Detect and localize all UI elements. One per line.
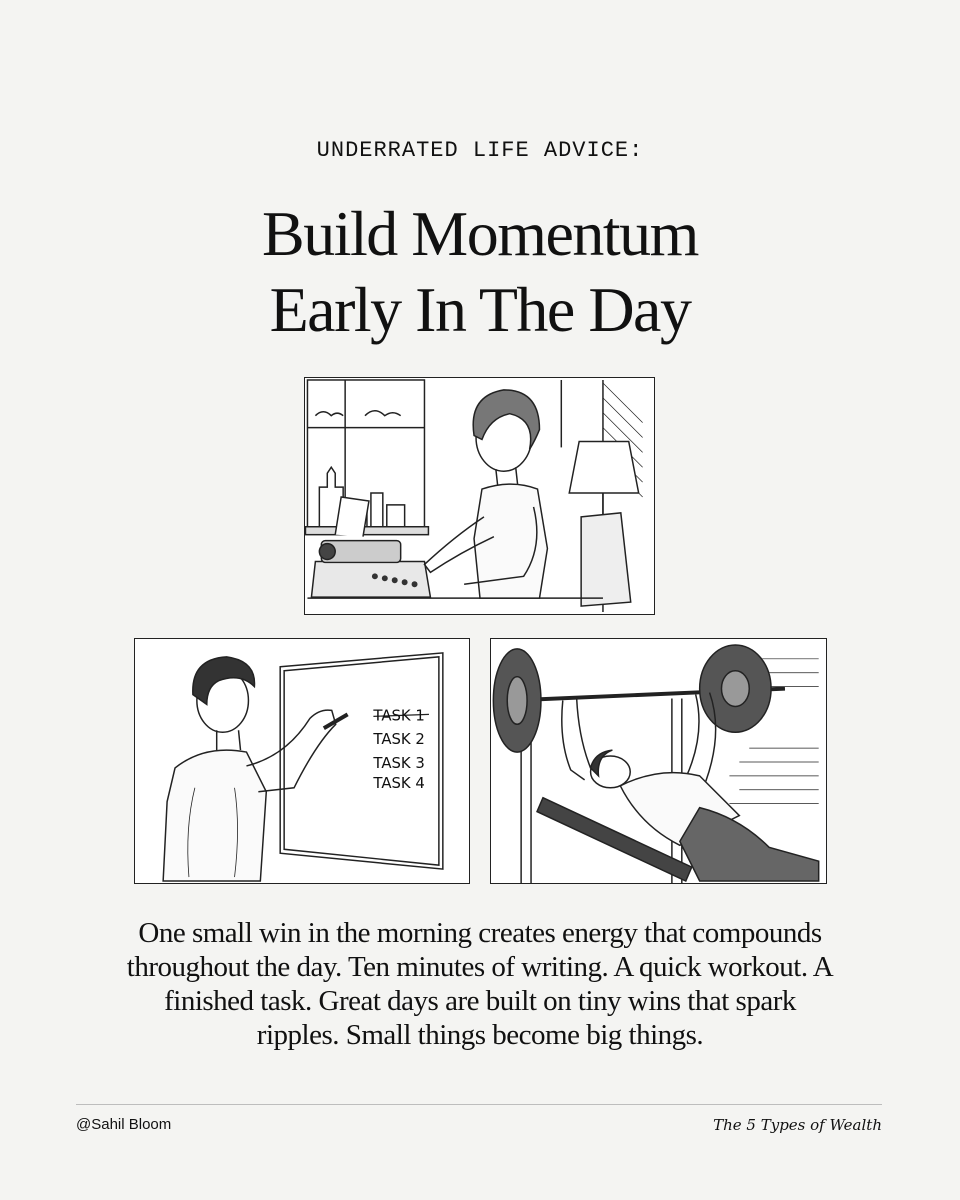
- headline-line-1: Build Momentum: [262, 198, 698, 269]
- body-text: One small win in the morning creates energy that compounds throughout the day. Ten minutes of writing. A quick workout. A finished task. Great days are built on tiny wins that spark ripples. Small things become big things.: [126, 917, 834, 1051]
- task-3-label: TASK 3: [373, 753, 425, 772]
- man-whiteboard-drawing: [135, 639, 469, 883]
- man-bench-press-drawing: [491, 639, 826, 883]
- task-4-label: TASK 4: [373, 773, 425, 792]
- task-2-label: TASK 2: [373, 730, 425, 749]
- task-1-label: TASK 1: [373, 706, 425, 725]
- whiteboard-illustration: [134, 638, 470, 884]
- typewriter-illustration: [304, 377, 655, 615]
- woman-typewriter-drawing: [305, 378, 654, 614]
- footer-divider: [76, 1104, 882, 1105]
- page-title: [0, 196, 960, 348]
- headline-line-2: Early In The Day: [269, 274, 691, 345]
- bench-press-illustration: [490, 638, 827, 884]
- author-handle: @Sahil Bloom: [76, 1116, 172, 1133]
- brand-signature: The 5 Types of Wealth: [713, 1116, 882, 1134]
- eyebrow-label: UNDERRATED LIFE ADVICE:: [316, 138, 644, 163]
